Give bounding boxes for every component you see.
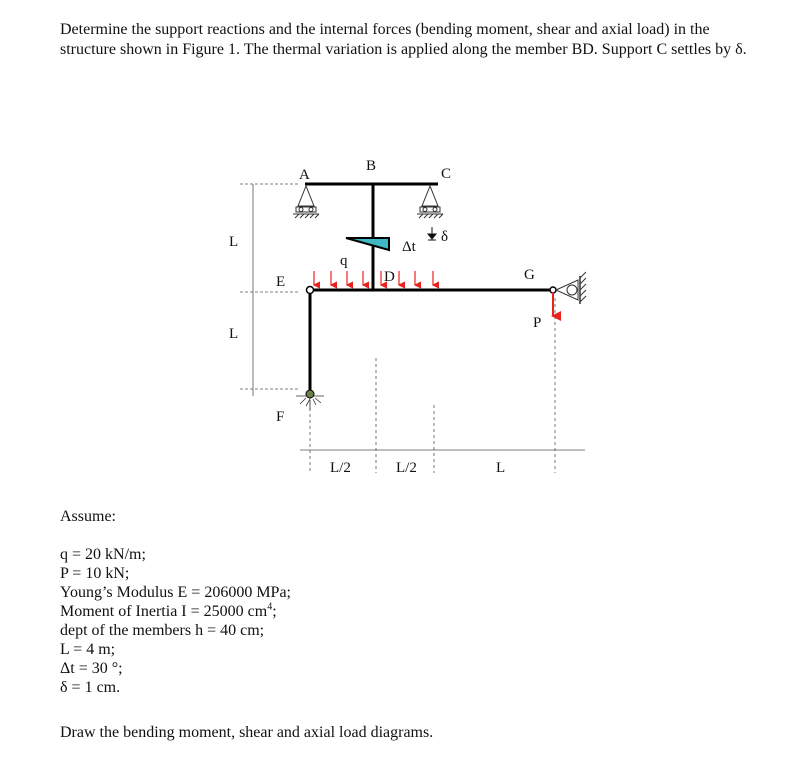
label-delta: δ <box>441 229 449 245</box>
assumption-delta-t: Δt = 30 °; <box>60 660 123 677</box>
assumption-I: Moment of Inertia I = 25000 $cm^4$; <box>60 601 277 620</box>
support-G <box>556 272 586 304</box>
thermal-gradient-triangle <box>346 238 389 250</box>
dim-L-upper: L <box>229 234 239 250</box>
instruction-text: Draw the bending moment, shear and axial load diagrams. <box>60 724 434 741</box>
label-G: G <box>524 267 535 283</box>
bottom-dimension <box>300 298 585 473</box>
assumption-q: q = 20 kN/m; <box>60 546 146 563</box>
dim-L-lower: L <box>229 326 239 342</box>
hinge-F <box>306 390 314 398</box>
label-B: B <box>366 158 377 174</box>
problem-statement: Determine the support reactions and the internal forces (bending moment, shear and axial load) in the structure shown in Figure 1. The thermal variation is applied along the member BD. Support C settles by δ. <box>60 21 747 58</box>
assume-heading: Assume: <box>60 508 116 525</box>
label-C: C <box>441 166 452 182</box>
dim-half-2: L/2 <box>396 460 417 476</box>
assumption-E: Young’s Modulus E = 206000 MPa; <box>60 584 291 601</box>
assumption-P: P = 10 kN; <box>60 565 130 582</box>
settlement-arrow <box>428 227 436 240</box>
label-delta-t: Δt <box>402 239 416 255</box>
support-A <box>293 186 319 218</box>
dim-L: L <box>496 460 506 476</box>
assumption-h: dept of the members h = 40 cm; <box>60 622 265 639</box>
dim-half-1: L/2 <box>330 460 351 476</box>
label-F: F <box>276 409 285 425</box>
structure-figure <box>0 150 802 480</box>
label-P: P <box>533 315 542 331</box>
assumption-delta: δ = 1 cm. <box>60 679 121 696</box>
assumption-L: L = 4 m; <box>60 641 116 658</box>
assumptions-list <box>60 545 291 697</box>
label-q: q <box>340 253 348 269</box>
support-C <box>417 186 443 218</box>
label-E: E <box>276 274 286 290</box>
label-A: A <box>299 167 310 183</box>
hinge-E <box>307 287 314 294</box>
left-dimension <box>240 184 300 396</box>
label-D: D <box>384 269 395 285</box>
